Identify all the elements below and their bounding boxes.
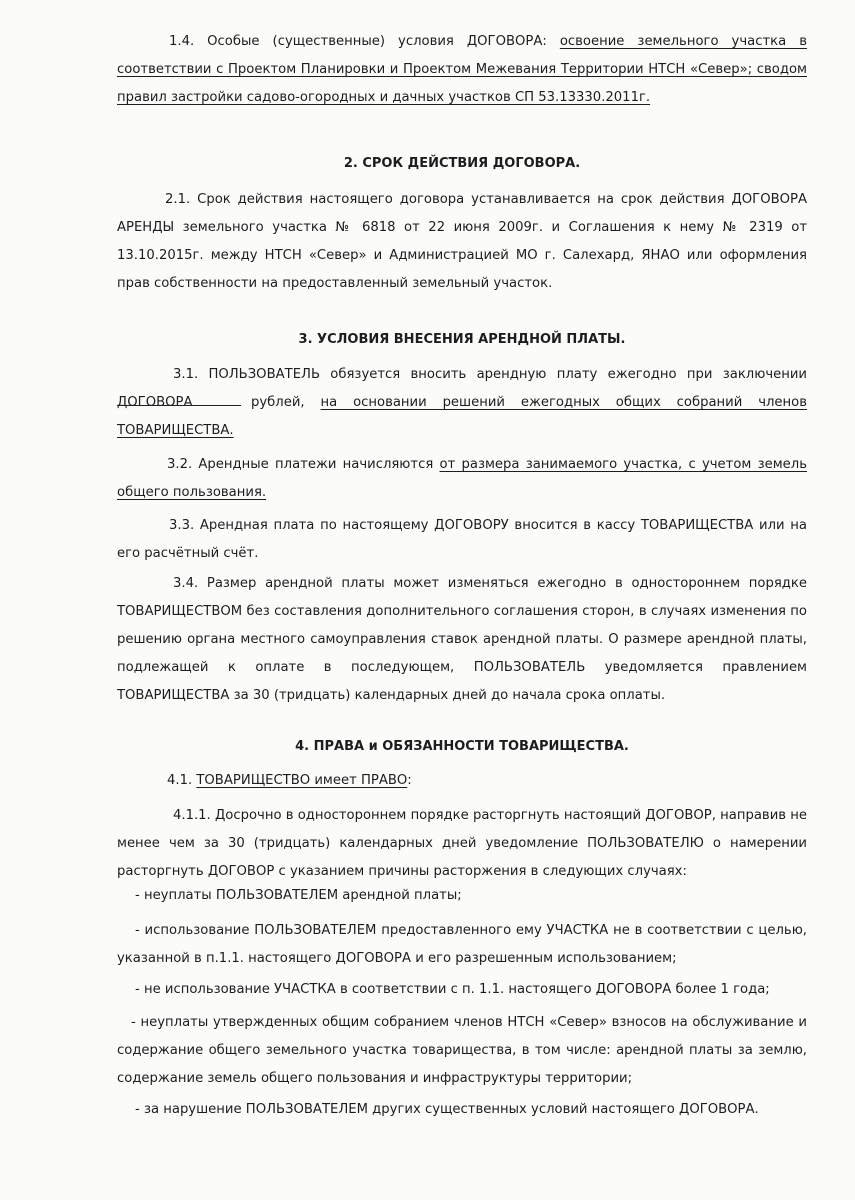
clause-4-1-1: 4.1.1. Досрочно в одностороннем порядке расторгнуть настоящий ДОГОВОР, направив не менее чем за 30 (тридцать) календарных дней уведомление ПОЛЬЗОВАТЕЛЮ о намерении расторгнуть ДОГОВОР с указанием причины расторжения в следующих случаях: bbox=[117, 808, 807, 879]
clause-4-1 bbox=[117, 767, 807, 795]
list-item-unpaid-rent: - неуплаты ПОЛЬЗОВАТЕЛЕМ арендной платы; bbox=[135, 888, 462, 903]
section-3-heading: 3. УСЛОВИЯ ВНЕСЕНИЯ АРЕНДНОЙ ПЛАТЫ. bbox=[298, 332, 626, 347]
clause-3-2-underlined: от размера занимаемого участка, с учетом земель общего пользования. bbox=[117, 457, 807, 500]
clause-3-1-underlined: на основании решений ежегодных общих собраний членов ТОВАРИЩЕСТВА. bbox=[117, 395, 807, 438]
clause-3-1-line1: 3.1. ПОЛЬЗОВАТЕЛЬ обязуется вносить арендную плату ежегодно при заключении ДОГОВОРА bbox=[117, 367, 807, 410]
clause-4-1-underlined: ТОВАРИЩЕСТВО имеет ПРАВО bbox=[196, 773, 408, 788]
clause-2-1: 2.1. Срок действия настоящего договора устанавливается на срок действия ДОГОВОРА АРЕНДЫ земельного участка № 6818 от 22 июня 2009г. и Соглашения к нему № 2319 от 13.10.2015г. между НТСН «Север» и Администрацией МО г. Салехард, ЯНАО или оформления прав собственности на предоставленный земельный участок. bbox=[117, 192, 807, 291]
clause-4-1-colon: : bbox=[407, 773, 412, 788]
clause-3-1-rest bbox=[117, 389, 807, 445]
clause-3-1-rub: рублей, bbox=[251, 395, 305, 410]
section-4-heading: 4. ПРАВА и ОБЯЗАННОСТИ ТОВАРИЩЕСТВА. bbox=[295, 739, 629, 754]
amount-blank-line bbox=[117, 391, 241, 406]
list-item-nonuse: - не использование УЧАСТКА в соответствии с п. 1.1. настоящего ДОГОВОРА более 1 года; bbox=[135, 982, 770, 997]
clause-1-4-lead: 1.4. Особые (существенные) условия ДОГОВОРА: bbox=[169, 34, 547, 49]
section-2-heading: 2. СРОК ДЕЙСТВИЯ ДОГОВОРА. bbox=[343, 156, 581, 171]
clause-1-4-underlined: освоение земельного участка в соответствии с Проектом Планировки и Проектом Межевания Территории НТСН «Север»; сводом правил застройки садово-огородных и дачных участков СП 53.13330.2011г. bbox=[117, 34, 807, 105]
clause-3-2-lead: 3.2. Арендные платежи начисляются bbox=[167, 457, 434, 472]
clause-3-3: 3.3. Арендная плата по настоящему ДОГОВОРУ вносится в кассу ТОВАРИЩЕСТВА или на его расчётный счёт. bbox=[117, 518, 807, 561]
list-item-misuse: - использование ПОЛЬЗОВАТЕЛЕМ предоставленного ему УЧАСТКА не в соответствии с целью, указанной в п.1.1. настоящего ДОГОВОРА и его разрешенным использованием; bbox=[117, 923, 807, 966]
clause-4-1-num: 4.1. bbox=[167, 773, 193, 788]
clause-3-2 bbox=[117, 451, 807, 507]
clause-1-4 bbox=[117, 28, 807, 112]
clause-3-4: 3.4. Размер арендной платы может изменяться ежегодно в одностороннем порядке ТОВАРИЩЕСТВОМ без составления дополнительного соглашения сторон, в случаях изменения по решению органа местного самоуправления ставок арендной платы. О размере арендной платы, подлежащей к оплате в последующем, ПОЛЬЗОВАТЕЛЬ уведомляется правлением ТОВАРИЩЕСТВА за 30 (тридцать) календарных дней до начала срока оплаты. bbox=[117, 576, 807, 703]
list-item-unpaid-fees: - неуплаты утвержденных общим собранием членов НТСН «Север» взносов на обслуживание и содержание общего земельного участка товарищества, в том числе: арендной платы за землю, содержание земель общего пользования и инфраструктуры территории; bbox=[117, 1015, 807, 1086]
list-item-other-violations: - за нарушение ПОЛЬЗОВАТЕЛЕМ других существенных условий настоящего ДОГОВОРА. bbox=[135, 1102, 759, 1117]
